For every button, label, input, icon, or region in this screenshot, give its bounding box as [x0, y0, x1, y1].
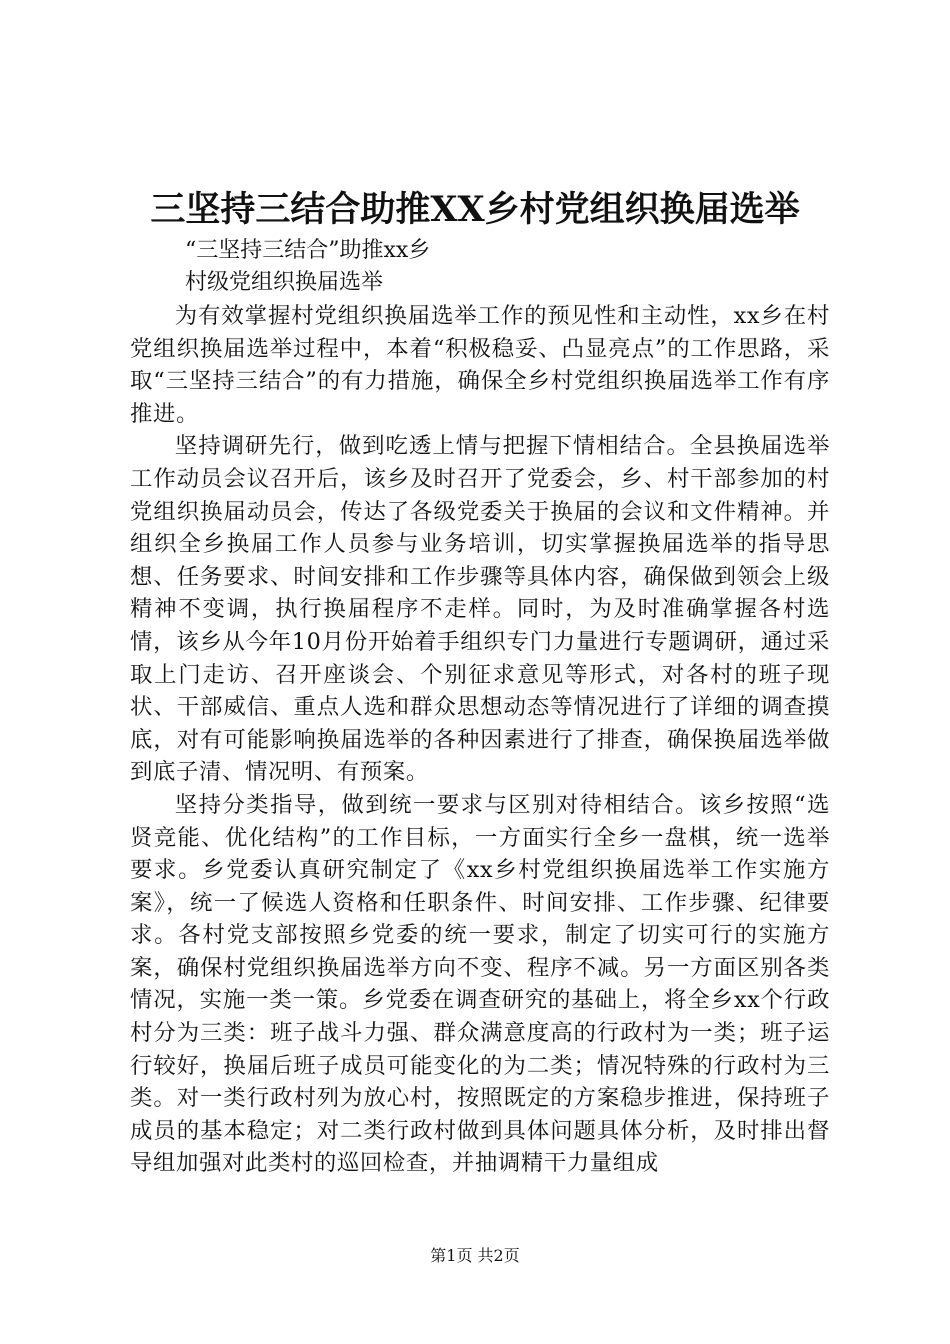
page-footer: 第1页 共2页: [430, 1246, 520, 1265]
subtitle-line-2: 村级党组织换届选举: [185, 270, 384, 295]
document-body: [130, 300, 830, 1180]
paragraph-research: 坚持调研先行，做到吃透上情与把握下情相结合。全县换届选举工作动员会议召开后，该乡及时召开了党委会，乡、村干部参加的村党组织换届动员会，传达了各级党委关于换届的会议和文件精神。并组织全乡换届工作人员参与业务培训，切实掌握换届选举的指导思想、任务要求、时间安排和工作步骤等具体内容，确保做到领会上级精神不变调，执行换届程序不走样。同时，为及时准确掌握各村选情，该乡从今年10月份开始着手组织专门力量进行专题调研，通过采取上门走访、召开座谈会、个别征求意见等形式，对各村的班子现状、干部威信、重点人选和群众思想动态等情况进行了详细的调查摸底，对有可能影响换届选举的各种因素进行了排查，确保换届选举做到底子清、情况明、有预案。: [130, 433, 830, 786]
subtitle-line-1: “三坚持三结合”助推xx乡: [185, 238, 431, 263]
paragraph-intro: 为有效掌握村党组织换届选举工作的预见性和主动性，xx乡在村党组织换届选举过程中，本着“积极稳妥、凸显亮点”的工作思路，采取“三坚持三结合”的有力措施，确保全乡村党组织换届选举工作有序推进。: [130, 303, 830, 427]
paragraph-classification: 坚持分类指导，做到统一要求与区别对待相结合。该乡按照“选贤竞能、优化结构”的工作目标，一方面实行全乡一盘棋，统一选举要求。乡党委认真研究制定了《xx乡村党组织换届选举工作实施方案》，统一了候选人资格和任职条件、时间安排、工作步骤、纪律要求。各村党支部按照乡党委的统一要求，制定了切实可行的实施方案，确保村党组织换届选举方向不变、程序不减。另一方面区别各类情况，实施一类一策。乡党委在调查研究的基础上，将全乡xx个行政村分为三类：班子战斗力强、群众满意度高的行政村为一类；班子运行较好，换届后班子成员可能变化的为二类；情况特殊的行政村为三类。对一类行政村列为放心村，按照既定的方案稳步推进，保持班子成员的基本稳定；对二类行政村做到具体问题具体分析，及时排出督导组加强对此类村的巡回检查，并抽调精干力量组成: [130, 791, 830, 1177]
document-title: 三坚持三结合助推XX乡村党组织换届选举: [150, 189, 800, 230]
